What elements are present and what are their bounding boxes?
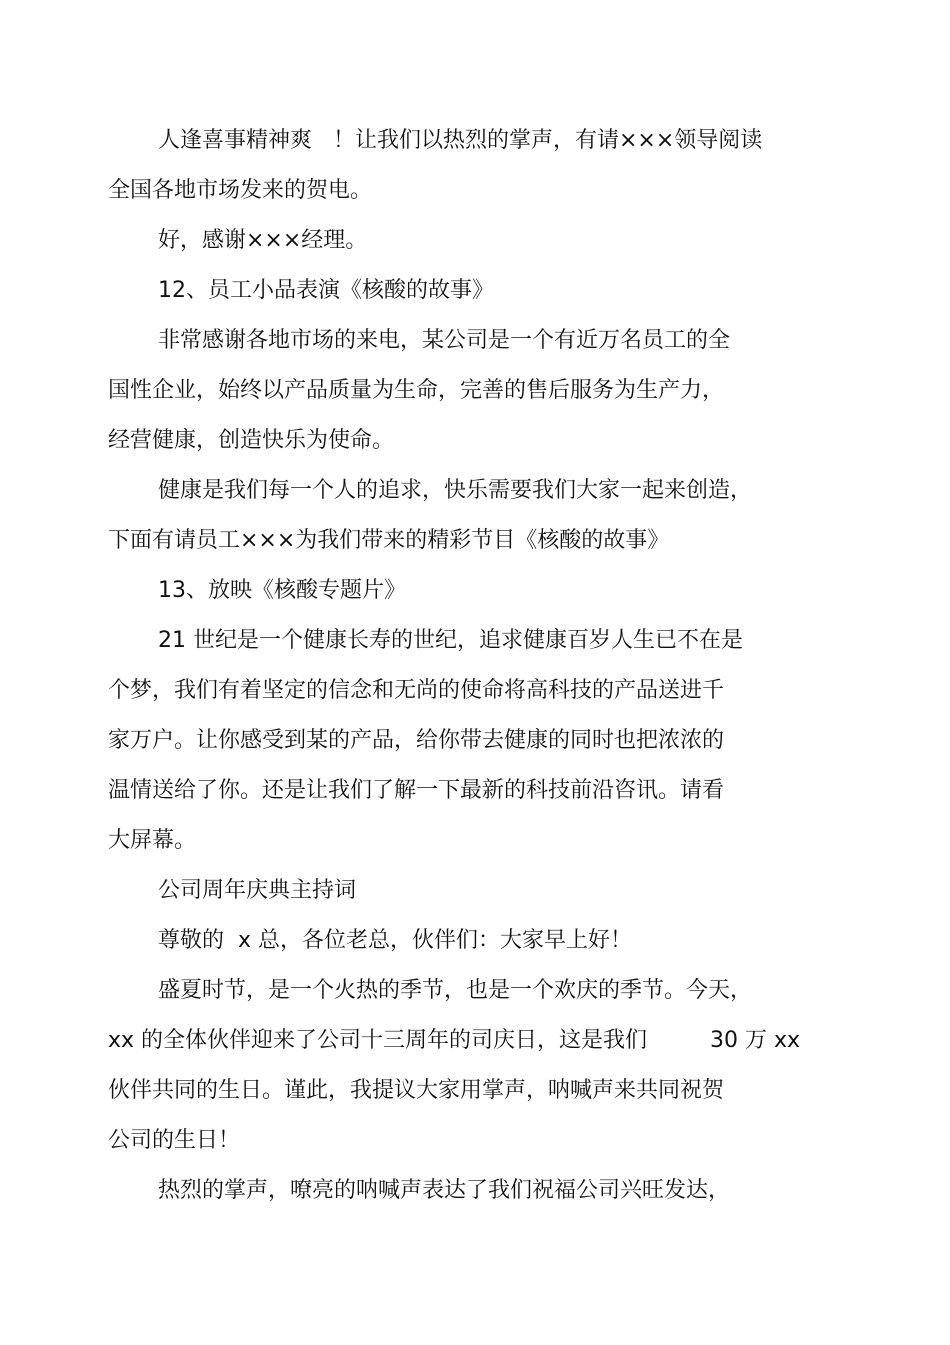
paragraph-line-20: 伙伴共同的生日。谨此，我提议大家用掌声，呐喊声来共同祝贺 — [108, 1078, 725, 1103]
section-heading-12: 12、员工小品表演《核酸的故事》 — [158, 278, 494, 303]
paragraph-line-12: 个梦，我们有着坚定的信念和无尚的使命将高科技的产品送进千 — [108, 678, 725, 703]
paragraph-line-21: 公司的生日！ — [108, 1128, 241, 1153]
paragraph-line-3: 好，感谢×××经理。 — [158, 228, 368, 253]
paragraph-line-19: xx 的全体伙伴迎来了公司十三周年的司庆日，这是我们 30 万 xx — [108, 1028, 800, 1053]
paragraph-line-15: 大屏幕。 — [108, 828, 197, 853]
paragraph-line-6: 国性企业，始终以产品质量为生命，完善的售后服务为生产力， — [108, 378, 725, 403]
paragraph-line-7: 经营健康，创造快乐为使命。 — [108, 428, 395, 453]
greeting-line: 尊敬的 x 总，各位老总，伙伴们：大家早上好！ — [158, 928, 633, 953]
paragraph-line-18: 盛夏时节，是一个火热的季节，也是一个欢庆的季节。今天， — [158, 978, 753, 1003]
paragraph-line-13: 家万户。让你感受到某的产品，给你带去健康的同时也把浓浓的 — [108, 728, 725, 753]
paragraph-line-22: 热烈的掌声，嘹亮的呐喊声表达了我们祝福公司兴旺发达， — [158, 1178, 731, 1203]
paragraph-line-1: 人逢喜事精神爽 ！让我们以热烈的掌声，有请×××领导阅读 — [158, 128, 763, 153]
paragraph-line-5: 非常感谢各地市场的来电，某公司是一个有近万名员工的全 — [158, 328, 731, 353]
paragraph-line-2: 全国各地市场发来的贺电。 — [108, 178, 373, 203]
paragraph-line-8: 健康是我们每一个人的追求，快乐需要我们大家一起来创造， — [158, 478, 753, 503]
paragraph-line-14: 温情送给了你。还是让我们了解一下最新的科技前沿咨讯。请看 — [108, 778, 725, 803]
section-title: 公司周年庆典主持词 — [158, 878, 357, 903]
paragraph-line-11: 21 世纪是一个健康长寿的世纪，追求健康百岁人生已不在是 — [158, 628, 743, 653]
section-heading-13: 13、放映《核酸专题片》 — [158, 578, 406, 603]
paragraph-line-9: 下面有请员工×××为我们带来的精彩节目《核酸的故事》 — [108, 528, 670, 553]
